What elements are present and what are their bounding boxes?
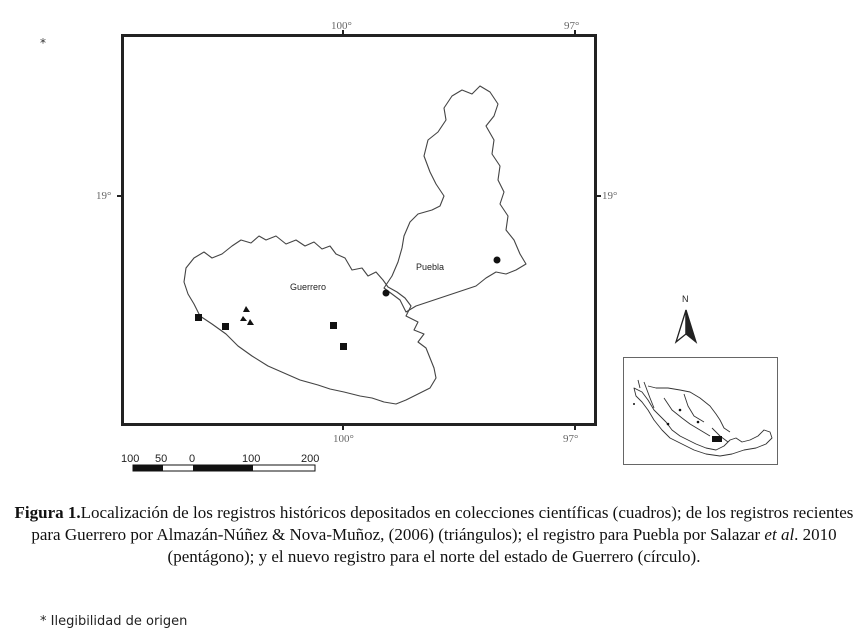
- coord-bottom-right: 97°: [563, 433, 579, 445]
- record-triangle-2: [240, 316, 247, 321]
- coord-bottom-left: 100°: [333, 433, 354, 445]
- label-guerrero: Guerrero: [290, 282, 327, 292]
- caption-text-2: . 2010 (pentágono); y el nuevo registro para el norte del estado de Guerrero (círculo).: [167, 525, 837, 566]
- figure-caption: [10, 502, 858, 568]
- record-square-1: [195, 314, 202, 321]
- footnote: * Ilegibilidad de origen: [40, 614, 188, 629]
- record-triangle-1: [243, 306, 250, 312]
- scale-label-0: 0: [189, 453, 196, 465]
- record-pentagon: [494, 257, 501, 264]
- scale-bar: [133, 465, 315, 471]
- record-square-4: [340, 343, 347, 350]
- scale-label-100-left: 100: [121, 453, 140, 465]
- note-marker: *: [40, 36, 46, 50]
- label-puebla: Puebla: [416, 262, 445, 272]
- north-label: N: [682, 294, 689, 304]
- record-triangle-3: [247, 319, 254, 325]
- inset-mexico-outline: [624, 358, 777, 464]
- coord-left: 19°: [96, 190, 112, 202]
- caption-italic: et al: [764, 525, 795, 544]
- caption-text-1: Localización de los registros históricos depositados en colecciones científicas (cuadros); de los registros recientes para Guerrero por Almazán-Núñez & Nova-Muñoz, (2006) (triángulos); el registro para Puebla por Salazar: [31, 503, 854, 544]
- scale-label-50: 50: [155, 453, 168, 465]
- puebla-outline: [384, 86, 526, 312]
- caption-bold: Figura 1.: [14, 503, 81, 522]
- record-square-3: [330, 322, 337, 329]
- coord-right: 19°: [602, 190, 618, 202]
- record-square-2: [222, 323, 229, 330]
- scale-label-100: 100: [242, 453, 261, 465]
- coord-top-left: 100°: [331, 20, 352, 32]
- scale-label-200: 200: [301, 453, 320, 465]
- record-circle: [383, 290, 390, 297]
- inset-map: [623, 357, 778, 465]
- north-arrow-icon: [676, 310, 696, 342]
- coord-top-right: 97°: [564, 20, 580, 32]
